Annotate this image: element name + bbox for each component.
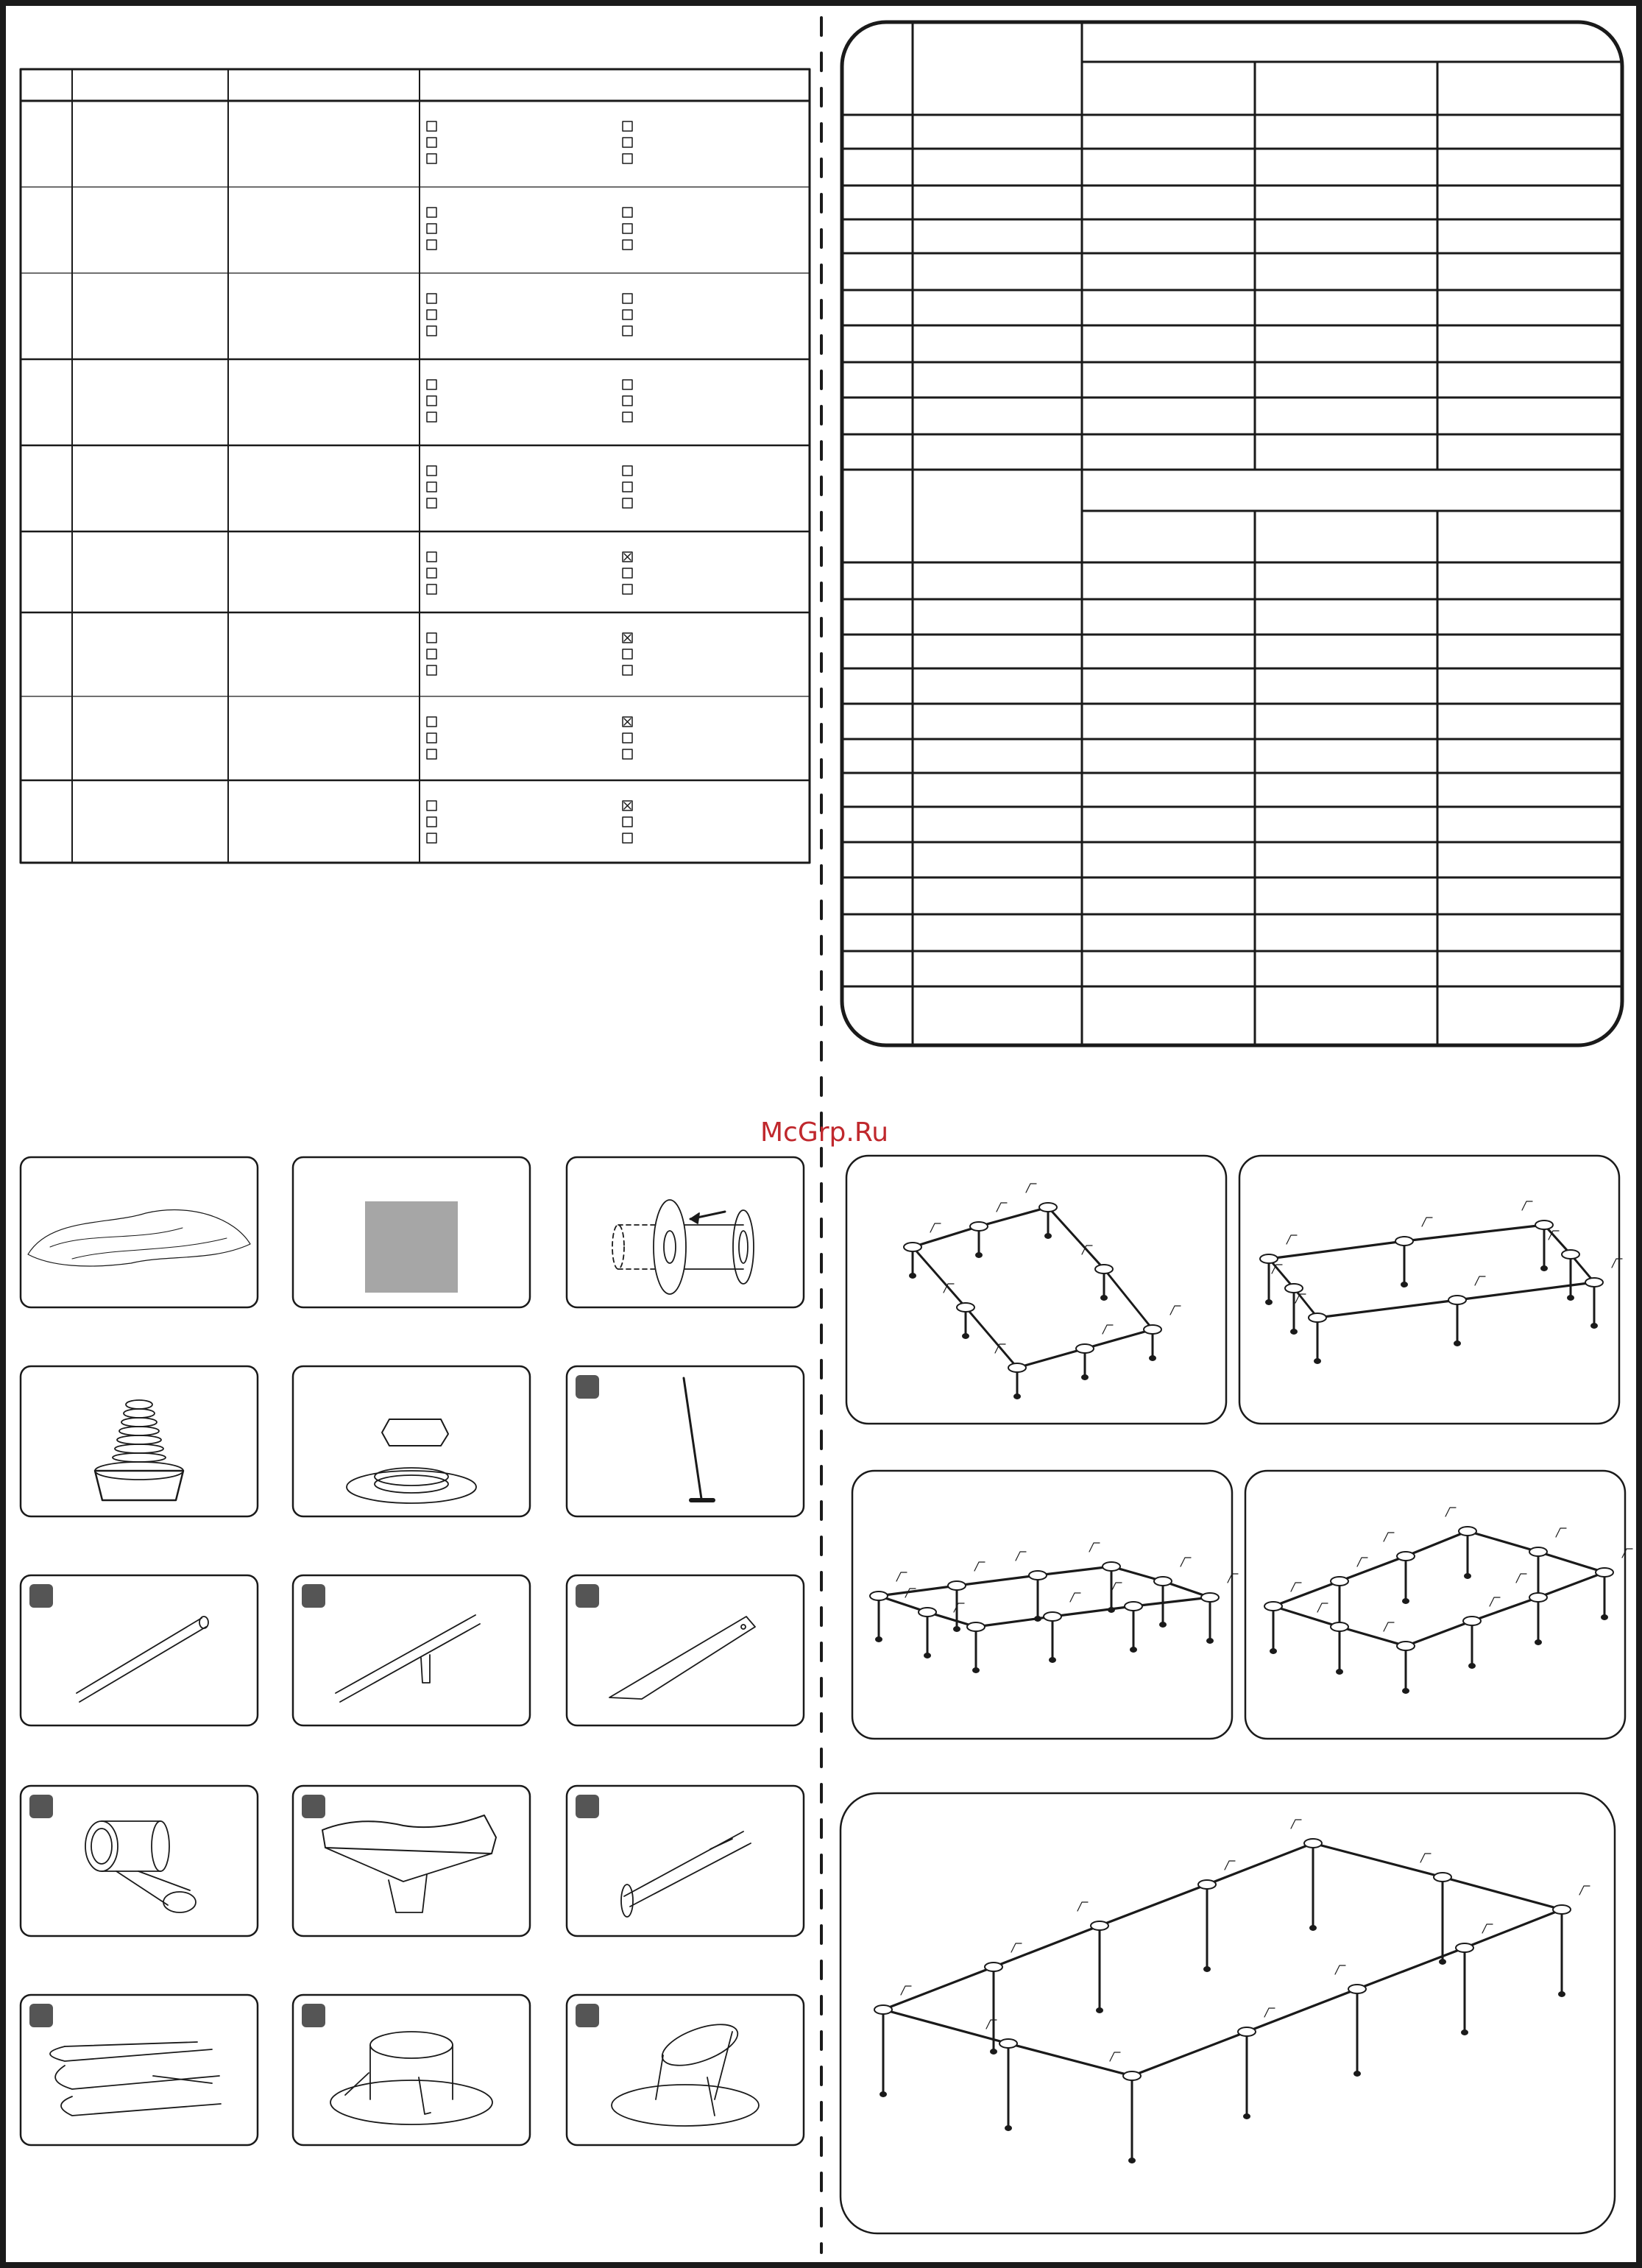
frame-joint xyxy=(1260,1254,1278,1263)
frame-joint xyxy=(1456,1943,1473,1952)
frame-beam xyxy=(1340,1627,1406,1646)
frame-beam xyxy=(994,1926,1100,1967)
frame-joint xyxy=(1397,1642,1415,1650)
frame-beam xyxy=(1273,1606,1340,1627)
tee-handle-pin-icon xyxy=(684,1378,713,1500)
checklist-row xyxy=(427,801,632,843)
part-badge xyxy=(29,1795,53,1818)
leg-base xyxy=(1568,1296,1574,1300)
checkbox xyxy=(623,482,632,492)
frame-beam xyxy=(1085,1329,1153,1349)
callout-line xyxy=(1384,1622,1394,1631)
checkbox xyxy=(623,294,632,303)
frame-joint xyxy=(1201,1593,1219,1602)
checkbox xyxy=(623,121,632,131)
checkbox xyxy=(427,380,436,389)
drain-plug-icon xyxy=(347,1419,476,1503)
leg-base xyxy=(1291,1329,1297,1334)
tapered-beam-icon xyxy=(609,1617,755,1699)
frame-beam xyxy=(1340,1556,1406,1581)
leg-base xyxy=(924,1653,930,1658)
leg-base xyxy=(1160,1622,1166,1627)
callout-line xyxy=(1357,1558,1367,1566)
frame-beam xyxy=(883,2010,1008,2043)
checklist-table xyxy=(21,69,810,863)
frame-beam xyxy=(979,1207,1048,1226)
checkbox xyxy=(427,310,436,319)
checkbox xyxy=(623,466,632,476)
strap-icon xyxy=(50,2042,221,2116)
checkbox xyxy=(623,649,632,659)
part-cell xyxy=(21,1786,258,1936)
frame-beam xyxy=(913,1226,979,1247)
frame-joint xyxy=(1238,2027,1256,2036)
frame-beam xyxy=(1008,2043,1132,2076)
frame-beam xyxy=(883,1967,994,2010)
part-frame xyxy=(293,1366,530,1516)
frame-joint xyxy=(1095,1265,1113,1273)
frame-beam xyxy=(1357,1948,1465,1989)
callout-line xyxy=(1181,1558,1191,1566)
frame-beam xyxy=(879,1586,957,1596)
frame-beam xyxy=(1017,1349,1085,1368)
frame-joint xyxy=(1103,1562,1120,1571)
frame-beam xyxy=(1132,2032,1247,2076)
callout-line xyxy=(1089,1543,1100,1552)
callout-line xyxy=(1011,1943,1022,1952)
part-badge xyxy=(576,2004,599,2027)
checkbox xyxy=(427,568,436,578)
leg-base xyxy=(1337,1670,1342,1674)
checkbox xyxy=(623,208,632,217)
checkbox xyxy=(427,801,436,810)
callout-line xyxy=(1445,1508,1456,1516)
frame-joint xyxy=(967,1622,985,1631)
part-badge xyxy=(302,2004,325,2027)
frame-joint xyxy=(999,2039,1017,2048)
frame-beam xyxy=(1406,1621,1472,1646)
parts-table xyxy=(842,22,1622,1045)
frame-beam xyxy=(1038,1566,1111,1575)
callout-line xyxy=(1490,1597,1500,1606)
frame-joint xyxy=(1008,1363,1026,1372)
leg-base xyxy=(976,1253,982,1257)
checklist-row xyxy=(427,121,632,163)
frame-joint xyxy=(948,1581,966,1590)
frame-beam xyxy=(966,1307,1017,1368)
checkbox xyxy=(427,633,436,643)
frame-beam xyxy=(1406,1531,1468,1556)
part-cell xyxy=(567,1786,804,1936)
leg-base xyxy=(1129,2158,1135,2163)
callout-line xyxy=(1111,1583,1122,1592)
checklist-row xyxy=(427,633,632,675)
leg-base xyxy=(1535,1640,1541,1645)
frame-beam xyxy=(1048,1207,1104,1269)
frame-joint xyxy=(1448,1296,1466,1304)
leg-base xyxy=(1244,2114,1250,2119)
frame-joint xyxy=(904,1243,921,1251)
leg-base xyxy=(1082,1375,1088,1379)
checklist-row xyxy=(427,208,632,250)
part-badge xyxy=(29,2004,53,2027)
part-badge xyxy=(29,1584,53,1608)
frame-joint xyxy=(1348,1985,1366,1993)
strainer-connector-icon xyxy=(612,1200,754,1294)
watermark: McGrp.Ru xyxy=(760,1117,889,1148)
leg-base xyxy=(1050,1658,1055,1662)
leg-base xyxy=(1108,1608,1114,1612)
leg-base xyxy=(1005,2126,1011,2130)
callout-line xyxy=(1110,2052,1120,2061)
frame-joint xyxy=(1331,1622,1348,1631)
callout-line xyxy=(1264,2008,1275,2017)
leg-base xyxy=(1045,1234,1051,1238)
checkbox xyxy=(623,749,632,759)
callout-line xyxy=(1612,1259,1622,1268)
frame-joint xyxy=(1535,1220,1553,1229)
frame-beam xyxy=(1100,1884,1207,1926)
leg-base xyxy=(1462,2030,1468,2035)
frame-joint xyxy=(1529,1593,1547,1602)
frame-beam xyxy=(1538,1572,1604,1597)
part-frame xyxy=(21,1366,258,1516)
callout-line xyxy=(997,1203,1007,1212)
part-badge xyxy=(576,1584,599,1608)
joint-pin-icon xyxy=(621,1831,751,1917)
frame-joint xyxy=(1198,1880,1216,1889)
leg-base xyxy=(954,1627,960,1631)
callout-line xyxy=(986,2020,997,2029)
frame-joint xyxy=(1434,1873,1451,1882)
part-frame xyxy=(567,1575,804,1725)
part-frame xyxy=(21,1575,258,1725)
frame-beam xyxy=(1052,1606,1133,1617)
checkbox xyxy=(427,412,436,422)
leg-base xyxy=(1207,1639,1213,1643)
leg-base xyxy=(1403,1599,1409,1603)
frame-joint xyxy=(1144,1325,1161,1334)
frame-beam xyxy=(1465,1910,1562,1948)
checkbox xyxy=(623,584,632,594)
part-badge xyxy=(302,1584,325,1608)
part-badge xyxy=(576,1375,599,1399)
callout-line xyxy=(954,1603,964,1612)
frame-beam xyxy=(1538,1552,1604,1572)
callout-line xyxy=(1422,1218,1432,1226)
checkbox xyxy=(623,240,632,250)
callout-line xyxy=(1622,1549,1632,1558)
leg-base xyxy=(1454,1341,1460,1346)
leg-base xyxy=(963,1334,969,1338)
checkbox xyxy=(623,412,632,422)
checkbox xyxy=(623,498,632,508)
part-cell xyxy=(21,1366,258,1516)
callout-line xyxy=(1026,1184,1036,1193)
checkbox xyxy=(427,482,436,492)
frame-joint xyxy=(1463,1617,1481,1625)
frame-joint xyxy=(1044,1612,1061,1621)
frame-joint xyxy=(1039,1203,1057,1212)
callout-line xyxy=(1291,1820,1301,1829)
leg-base xyxy=(1314,1359,1320,1363)
part-frame xyxy=(21,1995,258,2145)
leg-base xyxy=(876,1637,882,1642)
leg-base xyxy=(1401,1282,1407,1287)
callout-line xyxy=(1170,1306,1181,1315)
checkbox xyxy=(427,138,436,147)
frame-joint xyxy=(1304,1839,1322,1848)
part-cell xyxy=(567,1575,804,1725)
checkbox xyxy=(427,326,436,336)
callout-line xyxy=(1556,1528,1566,1537)
callout-line xyxy=(1522,1201,1532,1210)
frame-beam xyxy=(1133,1597,1210,1606)
callout-line xyxy=(1016,1552,1026,1561)
part-frame xyxy=(21,1786,258,1936)
leg-base xyxy=(1559,1992,1565,1996)
frame-joint xyxy=(1395,1237,1413,1246)
leg-base xyxy=(910,1273,916,1278)
leg-base xyxy=(1403,1689,1409,1693)
checkbox xyxy=(427,224,436,233)
callout-line xyxy=(901,1986,911,1995)
part-frame xyxy=(293,1786,530,1936)
frame-diagrams xyxy=(841,1156,1632,2233)
part-cell xyxy=(293,1157,530,1307)
leg-base xyxy=(880,2092,886,2096)
checkbox xyxy=(623,138,632,147)
frame-joint xyxy=(1123,2071,1141,2080)
part-cell xyxy=(21,1575,258,1725)
frame-joint xyxy=(1397,1552,1415,1561)
part-frame xyxy=(293,1995,530,2145)
callout-line xyxy=(1579,1886,1590,1895)
callout-line xyxy=(1077,1902,1088,1911)
frame-joint xyxy=(1125,1602,1142,1611)
checkbox xyxy=(623,568,632,578)
callout-line xyxy=(1225,1861,1235,1870)
t-beam-icon xyxy=(336,1615,480,1702)
checklist-row xyxy=(427,717,632,759)
angled-leg-base-icon xyxy=(612,2016,759,2126)
frame-beam xyxy=(1269,1241,1404,1259)
part-cell xyxy=(293,1575,530,1725)
checkbox xyxy=(623,326,632,336)
callout-line xyxy=(1475,1276,1485,1285)
part-cell xyxy=(567,1157,804,1307)
checkbox xyxy=(427,749,436,759)
checkbox xyxy=(623,817,632,827)
frame-size-1 xyxy=(904,1184,1181,1399)
leg-base xyxy=(1130,1647,1136,1652)
checkbox xyxy=(623,665,632,675)
frame-joint xyxy=(1154,1577,1172,1586)
checklist-row xyxy=(427,380,632,422)
callout-line xyxy=(1516,1574,1526,1583)
leg-base xyxy=(1101,1296,1107,1300)
leg-base xyxy=(1270,1649,1276,1653)
leg-base-icon xyxy=(330,2032,492,2124)
frame-beam xyxy=(1207,1843,1313,1884)
pool-liner-icon xyxy=(28,1210,250,1266)
horizontal-beam-icon xyxy=(77,1617,208,1702)
frame-panel-5 xyxy=(841,1793,1615,2233)
leg-base xyxy=(1014,1394,1020,1399)
drain-valve-icon xyxy=(95,1400,183,1500)
checkbox xyxy=(427,294,436,303)
leg-base xyxy=(1541,1266,1547,1271)
checkbox xyxy=(427,240,436,250)
frame-beam xyxy=(1273,1581,1340,1606)
callout-line xyxy=(1420,1854,1431,1862)
frame-panel-3 xyxy=(852,1471,1232,1739)
frame-joint xyxy=(1529,1547,1547,1556)
part-frame xyxy=(567,1995,804,2145)
callout-line xyxy=(1335,1965,1345,1974)
t-joint-icon xyxy=(85,1821,196,1912)
checklist-row xyxy=(427,466,632,508)
callout-line xyxy=(930,1223,941,1232)
frame-panel-4 xyxy=(1245,1471,1625,1739)
frame-beam xyxy=(1468,1531,1538,1552)
frame-joint xyxy=(1459,1527,1476,1536)
frame-joint xyxy=(1091,1921,1108,1930)
frame-joint xyxy=(1585,1278,1603,1287)
part-cell xyxy=(567,1995,804,2145)
frame-beam xyxy=(1247,1989,1357,2032)
callout-line xyxy=(1070,1593,1080,1602)
leg-base xyxy=(1469,1664,1475,1668)
checkbox xyxy=(427,717,436,727)
callout-line xyxy=(1103,1325,1113,1334)
leg-base xyxy=(1204,1967,1210,1971)
part-cell xyxy=(21,1995,258,2145)
part-cell xyxy=(21,1157,258,1307)
part-frame xyxy=(567,1786,804,1936)
frame-beam xyxy=(1472,1597,1538,1621)
frame-beam xyxy=(1317,1300,1457,1318)
part-frame xyxy=(21,1157,258,1307)
parts-grid xyxy=(21,1157,804,2145)
checkbox xyxy=(427,833,436,843)
leg-base xyxy=(1310,1926,1316,1930)
frame-joint xyxy=(1553,1905,1571,1914)
checkbox xyxy=(427,552,436,562)
frame-beam xyxy=(1104,1269,1153,1329)
checkbox xyxy=(623,154,632,163)
frame-joint xyxy=(970,1222,988,1231)
callout-line xyxy=(1482,1924,1493,1933)
frame-size-5 xyxy=(874,1820,1590,2163)
checkbox xyxy=(427,733,436,743)
frame-joint xyxy=(1076,1344,1094,1353)
checkbox xyxy=(427,665,436,675)
checkbox xyxy=(427,584,436,594)
checkbox xyxy=(623,396,632,406)
part-badge xyxy=(576,1795,599,1818)
frame-beam xyxy=(957,1575,1038,1586)
leg-base xyxy=(1591,1324,1597,1328)
checkbox xyxy=(427,649,436,659)
frame-panel-1 xyxy=(846,1156,1226,1424)
leg-base xyxy=(1097,2008,1103,2013)
leg-base xyxy=(1465,1574,1471,1578)
frame-joint xyxy=(1331,1577,1348,1586)
checklist-row xyxy=(427,552,632,594)
frame-joint xyxy=(1264,1602,1282,1611)
frame-joint xyxy=(957,1303,974,1312)
leg-base xyxy=(1035,1617,1041,1621)
checkbox xyxy=(623,833,632,843)
part-badge xyxy=(302,1795,325,1818)
frame-joint xyxy=(874,2005,892,2014)
callout-line xyxy=(1287,1235,1297,1244)
checkbox xyxy=(427,817,436,827)
checklist-row xyxy=(427,294,632,336)
leg-base xyxy=(1602,1615,1607,1619)
checkbox xyxy=(623,380,632,389)
leg-base xyxy=(991,2049,997,2054)
frame-size-4 xyxy=(1264,1508,1632,1693)
checkbox xyxy=(623,224,632,233)
checkbox xyxy=(427,121,436,131)
corner-joint-icon xyxy=(322,1815,496,1912)
frame-beam xyxy=(1404,1225,1544,1241)
part-cell xyxy=(293,1786,530,1936)
leg-base xyxy=(1440,1960,1445,1964)
callout-line xyxy=(896,1572,907,1581)
ground-cloth-icon xyxy=(365,1201,458,1293)
checkbox xyxy=(427,154,436,163)
frame-joint xyxy=(1285,1284,1303,1293)
checkbox xyxy=(623,733,632,743)
leg-base xyxy=(973,1668,979,1672)
callout-line xyxy=(1317,1603,1328,1612)
leg-base xyxy=(1150,1356,1156,1360)
frame-joint xyxy=(1029,1571,1047,1580)
checkbox xyxy=(427,498,436,508)
checkbox xyxy=(427,396,436,406)
part-cell xyxy=(293,1366,530,1516)
frame-joint xyxy=(1562,1250,1579,1259)
frame-joint xyxy=(985,1963,1002,1971)
leg-base xyxy=(1354,2071,1360,2076)
part-cell xyxy=(567,1366,804,1516)
frame-beam xyxy=(1313,1843,1443,1877)
frame-joint xyxy=(1309,1313,1326,1322)
callout-line xyxy=(1291,1583,1301,1592)
leg-base xyxy=(1266,1300,1272,1304)
callout-line xyxy=(974,1562,985,1571)
frame-joint xyxy=(1596,1568,1613,1577)
part-cell xyxy=(293,1995,530,2145)
checkbox xyxy=(427,466,436,476)
frame-size-3 xyxy=(870,1543,1238,1672)
frame-size-2 xyxy=(1260,1201,1622,1363)
checkbox xyxy=(623,310,632,319)
callout-line xyxy=(1384,1533,1394,1541)
frame-joint xyxy=(870,1592,888,1600)
frame-beam xyxy=(913,1247,966,1307)
checkbox xyxy=(427,208,436,217)
frame-joint xyxy=(919,1608,936,1617)
frame-beam xyxy=(1443,1877,1562,1910)
